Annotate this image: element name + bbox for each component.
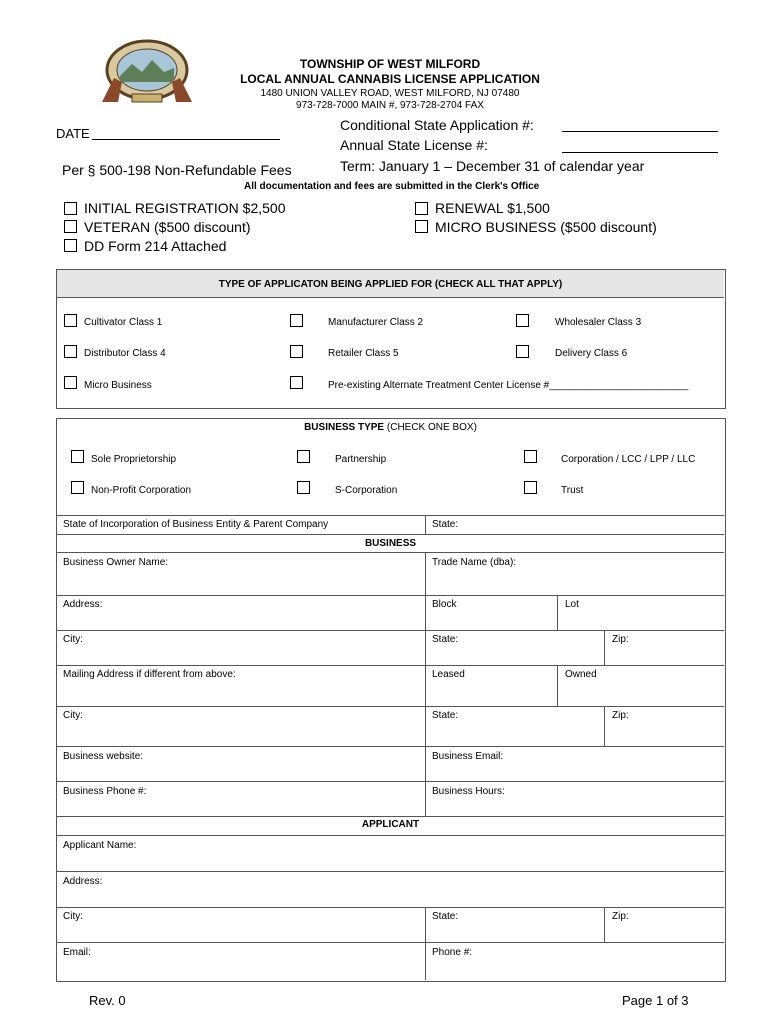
annual-field[interactable] (562, 138, 718, 153)
sole-checkbox[interactable] (71, 450, 84, 463)
owner-label: Business Owner Name: (63, 557, 169, 568)
veteran-checkbox[interactable] (64, 220, 77, 233)
atc-label: Pre-existing Alternate Treatment Center License #_________________________ (328, 380, 689, 391)
trust-checkbox[interactable] (524, 481, 537, 494)
nonprofit-checkbox[interactable] (71, 481, 84, 494)
term-label: Term: January 1 – December 31 of calendar year (340, 158, 645, 174)
owned-label: Owned (565, 669, 597, 680)
township-phones: 973-728-7000 MAIN #, 973-728-2704 FAX (296, 100, 484, 111)
micro-business-checkbox[interactable] (64, 376, 77, 389)
annual-label: Annual State License #: (340, 137, 488, 153)
delivery-label: Delivery Class 6 (555, 348, 628, 359)
applicant-zip-label: Zip: (612, 911, 629, 922)
atc-checkbox[interactable] (290, 376, 303, 389)
incorporation-state-label: State: (432, 519, 459, 530)
applicant-phone-label: Phone #: (432, 947, 473, 958)
corp-checkbox[interactable] (524, 450, 537, 463)
dd214-checkbox[interactable] (64, 239, 77, 252)
lot-label: Lot (565, 599, 579, 610)
city-label: City: (63, 634, 83, 645)
manufacturer-checkbox[interactable] (290, 314, 303, 327)
applicant-email-label: Email: (63, 947, 91, 958)
delivery-checkbox[interactable] (516, 345, 529, 358)
corp-label: Corporation / LCC / LPP / LLC (561, 454, 696, 465)
cultivator-label: Cultivator Class 1 (84, 317, 163, 328)
conditional-field[interactable] (562, 117, 718, 132)
scorp-label: S-Corporation (335, 485, 398, 496)
nonprofit-label: Non-Profit Corporation (91, 485, 192, 496)
conditional-label: Conditional State Application #: (340, 117, 534, 133)
form-title: LOCAL ANNUAL CANNABIS LICENSE APPLICATION (240, 72, 540, 86)
mailing-zip-label: Zip: (612, 710, 629, 721)
applicant-state-label: State: (432, 911, 459, 922)
mailing-state-label: State: (432, 710, 459, 721)
business-header: BUSINESS (364, 538, 417, 549)
micro-business-label: Micro Business (84, 380, 152, 391)
revision: Rev. 0 (89, 993, 126, 1008)
page-number: Page 1 of 3 (622, 993, 689, 1008)
micro-label: MICRO BUSINESS ($500 discount) (435, 219, 657, 235)
distributor-checkbox[interactable] (64, 345, 77, 358)
leased-label: Leased (432, 669, 465, 680)
partnership-checkbox[interactable] (297, 450, 310, 463)
state-label: State: (432, 634, 459, 645)
manufacturer-label: Manufacturer Class 2 (328, 317, 424, 328)
wholesaler-checkbox[interactable] (516, 314, 529, 327)
mailing-label: Mailing Address if different from above: (63, 669, 236, 680)
phone-label: Business Phone #: (63, 786, 147, 797)
partnership-label: Partnership (335, 454, 387, 465)
fees-label: Per § 500-198 Non-Refundable Fees (62, 162, 292, 178)
applicant-header: APPLICANT (361, 819, 420, 830)
date-field[interactable] (92, 126, 280, 140)
hours-label: Business Hours: (432, 786, 505, 797)
retailer-checkbox[interactable] (290, 345, 303, 358)
township-name: TOWNSHIP OF WEST MILFORD (299, 57, 481, 71)
trade-label: Trade Name (dba): (432, 557, 517, 568)
township-address: 1480 UNION VALLEY ROAD, WEST MILFORD, NJ 07480 (260, 88, 520, 99)
initial-checkbox[interactable] (64, 202, 77, 215)
sole-label: Sole Proprietorship (91, 454, 177, 465)
wholesaler-label: Wholesaler Class 3 (555, 317, 642, 328)
zip-label: Zip: (612, 634, 629, 645)
business-form-box (56, 418, 726, 982)
scorp-checkbox[interactable] (297, 481, 310, 494)
renewal-label: RENEWAL $1,500 (435, 200, 550, 216)
trust-label: Trust (561, 485, 584, 496)
micro-checkbox[interactable] (415, 220, 428, 233)
address-label: Address: (63, 599, 103, 610)
application-type-header: TYPE OF APPLICATON BEING APPLIED FOR (CHECK ALL THAT APPLY) (218, 279, 563, 290)
applicant-name-label: Applicant Name: (63, 840, 137, 851)
veteran-label: VETERAN ($500 discount) (84, 219, 251, 235)
distributor-label: Distributor Class 4 (84, 348, 166, 359)
date-label: DATE (56, 126, 90, 141)
retailer-label: Retailer Class 5 (328, 348, 399, 359)
block-label: Block (432, 599, 457, 610)
mailing-city-label: City: (63, 710, 83, 721)
applicant-city-label: City: (63, 911, 83, 922)
email-label: Business Email: (432, 751, 504, 762)
cultivator-checkbox[interactable] (64, 314, 77, 327)
dd214-label: DD Form 214 Attached (84, 238, 227, 254)
renewal-checkbox[interactable] (415, 202, 428, 215)
business-type-header: BUSINESS TYPE (CHECK ONE BOX) (304, 422, 477, 433)
applicant-address-label: Address: (63, 876, 103, 887)
website-label: Business website: (63, 751, 144, 762)
submission-note: All documentation and fees are submitted in the Clerk's Office (244, 181, 540, 192)
incorporation-label: State of Incorporation of Business Entity & Parent Company (63, 519, 329, 530)
initial-label: INITIAL REGISTRATION $2,500 (84, 200, 286, 216)
